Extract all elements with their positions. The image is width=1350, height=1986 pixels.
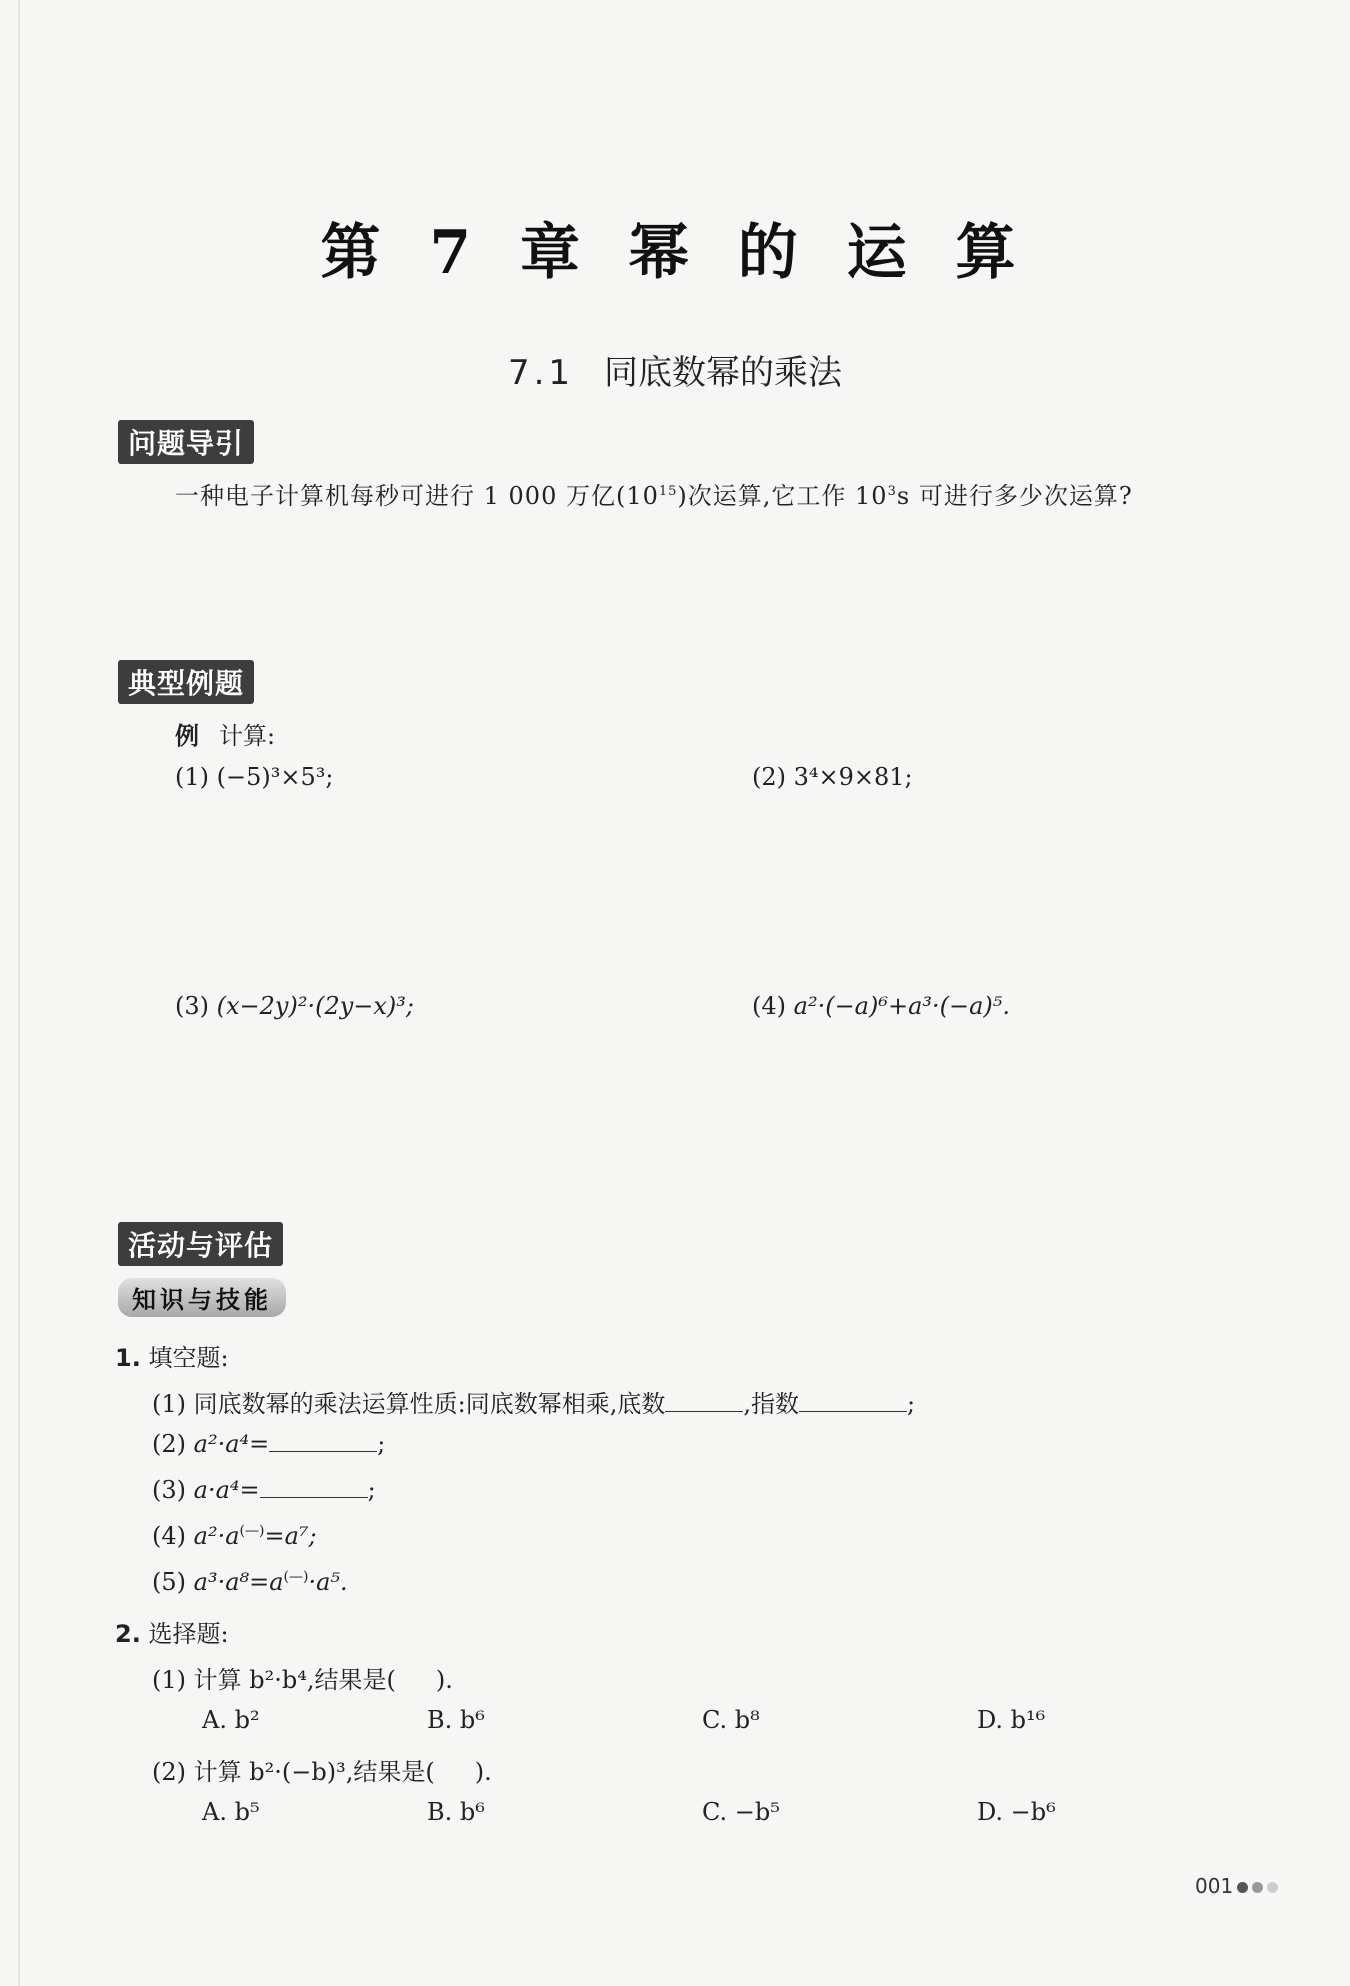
example-intro [175,716,275,751]
q2-item-2 [152,1752,492,1787]
page-number-text: 001 [1195,1874,1234,1898]
option: A. b⁵ [202,1798,260,1826]
q1-item-4 [152,1522,317,1550]
page-dot-icon [1252,1882,1263,1893]
activity-subtag: 知识与技能 [118,1278,286,1317]
item-expression: a²·a⁴= [193,1430,270,1458]
guide-tag: 问题导引 [118,420,254,464]
guide-text [175,476,1133,511]
option: B. b⁶ [427,1798,485,1826]
item-number: (1) [152,1666,186,1694]
question-2-title [115,1614,229,1649]
question-title: 填空题: [148,1344,229,1372]
activity-tag: 活动与评估 [118,1222,283,1266]
item-expression: 3⁴×9×81; [793,763,913,791]
item-text: ). [474,1758,492,1786]
question-number: 2. [115,1620,141,1648]
q1-item-3 [152,1476,376,1504]
item-expression: a²·a [193,1522,240,1550]
q2-item-1 [152,1660,453,1695]
answer-blank[interactable] [260,1477,368,1498]
section-number: 7.1 [507,353,575,393]
answer-blank[interactable] [665,1391,743,1412]
item-number: (2) [152,1430,186,1458]
item-text: ,指数 [743,1390,799,1418]
item-number: (4) [752,992,786,1020]
question-title: 选择题: [148,1620,229,1648]
guide-exponent: 15 [658,484,678,499]
option: B. b⁶ [427,1706,485,1734]
option: D. b¹⁶ [977,1706,1046,1734]
item-text: ; [377,1430,386,1458]
page-dot-icon [1267,1882,1278,1893]
example-item [752,763,913,791]
question-number: 1. [115,1344,141,1372]
example-item [175,992,414,1020]
page-edge [18,0,20,1986]
item-expression: a³·a⁸=a [193,1568,284,1596]
item-number: (2) [152,1758,186,1786]
item-expression: a·a⁴= [193,1476,260,1504]
example-label: 例 [175,721,199,750]
example-intro-text: 计算: [219,722,276,750]
q1-item-1 [152,1384,915,1419]
item-number: (1) [152,1390,186,1418]
item-text: ; [367,1476,376,1504]
page-dot-icon [1237,1882,1248,1893]
item-expression: (x−2y)²·(2y−x)³; [216,992,414,1020]
guide-text-part: )次运算,它工作 10 [677,482,888,510]
chapter-title: 第 7 章 幂 的 运 算 [320,218,1030,288]
item-text: 计算 b²·(−b)³,结果是( [193,1758,435,1786]
item-number: (1) [175,763,209,791]
examples-tag: 典型例题 [118,660,254,704]
item-expression: (−5)³×5³; [216,763,334,791]
item-text: ; [907,1390,916,1418]
answer-blank[interactable] [799,1391,907,1412]
option: C. b⁸ [702,1706,760,1734]
item-expression: a²·(−a)⁶+a³·(−a)⁵. [793,992,1011,1020]
option: D. −b⁶ [977,1798,1056,1826]
q1-item-5 [152,1568,348,1596]
item-number: (3) [175,992,209,1020]
q1-item-2 [152,1430,385,1458]
example-item [175,763,333,791]
item-text: ·a⁵. [308,1568,348,1596]
exponent-blank[interactable]: (—) [239,1523,265,1539]
guide-text-part: 一种电子计算机每秒可进行 1 000 万亿(10 [175,482,659,510]
page-number [1195,1874,1278,1898]
item-number: (2) [752,763,786,791]
section-title: 同底数幂的乘法 [604,353,843,393]
example-item [752,992,1010,1020]
guide-text-part: s 可进行多少次运算? [896,482,1133,510]
item-number: (4) [152,1522,186,1550]
item-text: 计算 b²·b⁴,结果是( [193,1666,396,1694]
guide-exponent: 3 [887,484,897,499]
item-text: 同底数幂的乘法运算性质:同底数幂相乘,底数 [193,1390,666,1418]
item-text: =a⁷; [264,1522,317,1550]
answer-blank[interactable] [269,1431,377,1452]
item-text: ). [435,1666,453,1694]
item-number: (5) [152,1568,186,1596]
exponent-blank[interactable]: (—) [283,1569,309,1585]
option: A. b² [202,1706,260,1734]
section-heading [0,345,1350,394]
item-number: (3) [152,1476,186,1504]
option: C. −b⁵ [702,1798,780,1826]
question-1-title [115,1338,229,1373]
